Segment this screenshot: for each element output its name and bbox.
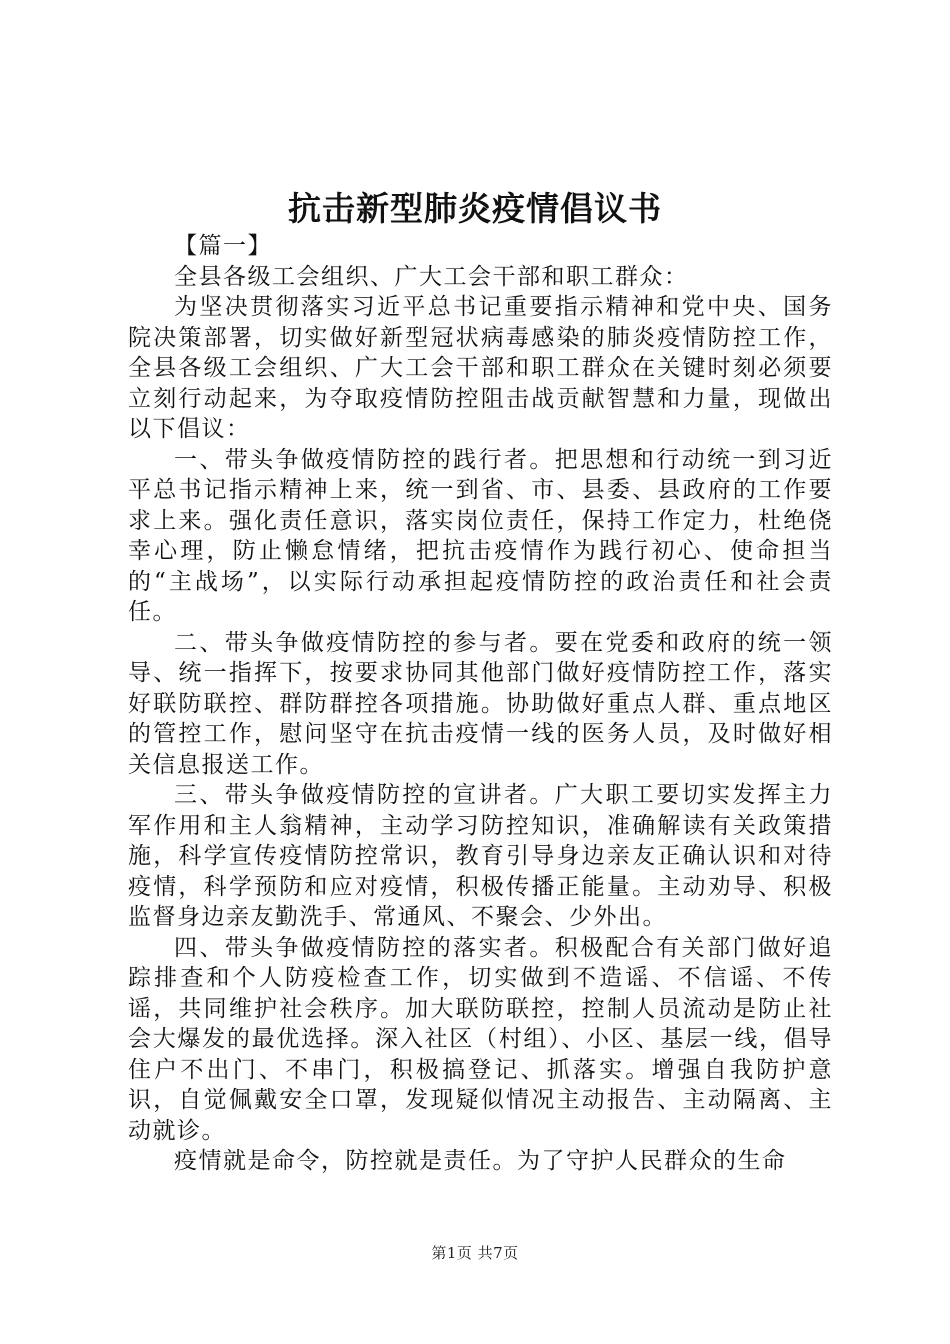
document-body: [128, 231, 833, 1177]
paragraph-item-4: 四、带头争做疫情防控的落实者。积极配合有关部门做好追踪排查和个人防疫检查工作，切实做到不造谣、不信谣、不传谣，共同维护社会秩序。加大联防联控，控制人员流动是防止社会大爆发的最优选择。深入社区（村组）、小区、基层一线，倡导住户不出门、不串门，积极搞登记、抓落实。增强自我防护意识，自觉佩戴安全口罩，发现疑似情况主动报告、主动隔离、主动就诊。: [128, 934, 833, 1144]
paragraph-item-1: 一、带头争做疫情防控的践行者。把思想和行动统一到习近平总书记指示精神上来，统一到省、市、县委、县政府的工作要求上来。强化责任意识，落实岗位责任，保持工作定力，杜绝侥幸心理，防止懒怠情绪，把抗击疫情作为践行初心、使命担当的“主战场”，以实际行动承担起疫情防控的政治责任和社会责任。: [128, 446, 833, 625]
paragraph-item-3: 三、带头争做疫情防控的宣讲者。广大职工要切实发挥主力军作用和主人翁精神，主动学习防控知识，准确解读有关政策措施，科学宣传疫情防控常识，教育引导身边亲友正确认识和对待疫情，科学预防和应对疫情，积极传播正能量。主动劝导、积极监督身边亲友勤洗手、常通风、不聚会、少外出。: [128, 782, 833, 930]
paragraph-closing: 疫情就是命令，防控就是责任。为了守护人民群众的生命: [174, 1148, 787, 1174]
paragraph-item-2: 二、带头争做疫情防控的参与者。要在党委和政府的统一领导、统一指挥下，按要求协同其他部门做好疫情防控工作，落实好联防联控、群防群控各项措施。协助做好重点人群、重点地区的管控工作，慰问坚守在抗击疫情一线的医务人员，及时做好相关信息报送工作。: [128, 629, 833, 778]
page-footer: 第1页 共7页: [431, 1244, 519, 1262]
document-title: 抗击新型肺炎疫情倡议书: [288, 189, 662, 228]
section-label: 【篇一】: [174, 233, 272, 259]
salutation: 全县各级工会组织、广大工会干部和职工群众：: [174, 263, 689, 290]
paragraph-intro: 为坚决贯彻落实习近平总书记重要指示精神和党中央、国务院决策部署，切实做好新型冠状病毒感染的肺炎疫情防控工作，全县各级工会组织、广大工会干部和职工群众在关键时刻必须要立刻行动起来，为夺取疫情防控阻击战贡献智慧和力量，现做出以下倡议：: [128, 294, 833, 442]
